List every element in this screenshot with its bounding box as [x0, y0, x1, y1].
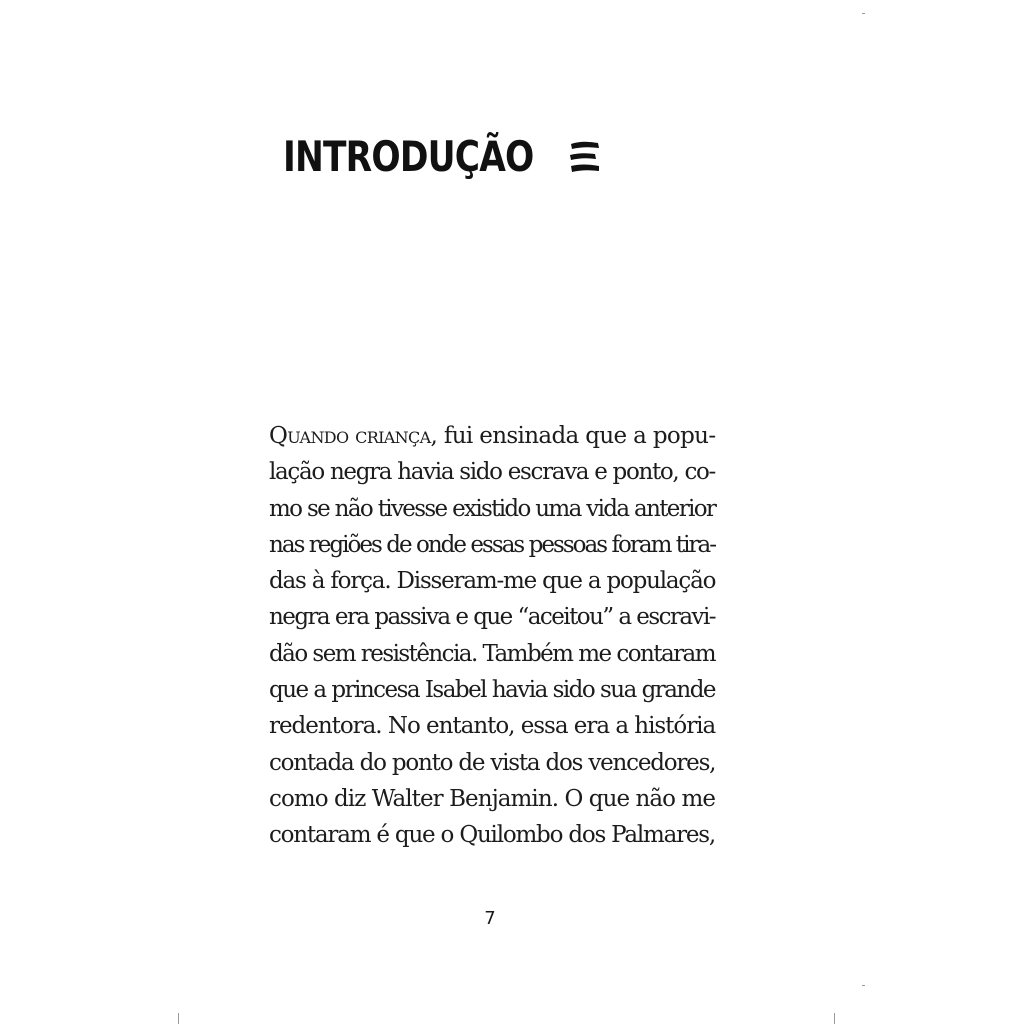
- chapter-title: INTRODUÇÃO: [283, 132, 534, 181]
- body-paragraph: [269, 418, 715, 854]
- crop-mark: [862, 13, 865, 14]
- text-line-content: fui ensinada que a popu-: [437, 423, 716, 449]
- text-line: dão sem resistência. Também me contaram: [269, 640, 715, 667]
- text-line: contaram é que o Quilombo dos Palmares,: [269, 822, 715, 849]
- page-number: 7: [484, 908, 496, 929]
- three-brush-strokes-icon: [568, 139, 602, 175]
- text-line: que a princesa Isabel havia sido sua grande: [269, 677, 715, 704]
- text-line: [269, 418, 715, 454]
- opening-smallcaps: Quando criança,: [269, 423, 438, 449]
- text-line: como diz Walter Benjamin. O que não me: [269, 785, 715, 812]
- chapter-heading: [283, 132, 602, 181]
- text-line: das à força. Disseram-me que a população: [269, 568, 716, 595]
- crop-mark: [178, 1013, 179, 1024]
- text-line: contada do ponto de vista dos vencedores,: [269, 749, 716, 776]
- text-line: nas regiões de onde essas pessoas foram tira-: [269, 531, 715, 558]
- text-line: negra era passiva e que “aceitou” a escravi-: [269, 604, 715, 631]
- text-line: lação negra havia sido escrava e ponto, co-: [269, 459, 715, 486]
- text-line: mo se não tivesse existido uma vida anterior: [269, 495, 716, 522]
- crop-mark: [834, 1013, 835, 1024]
- crop-mark: [862, 985, 865, 986]
- text-line: redentora. No entanto, essa era a história: [269, 713, 716, 740]
